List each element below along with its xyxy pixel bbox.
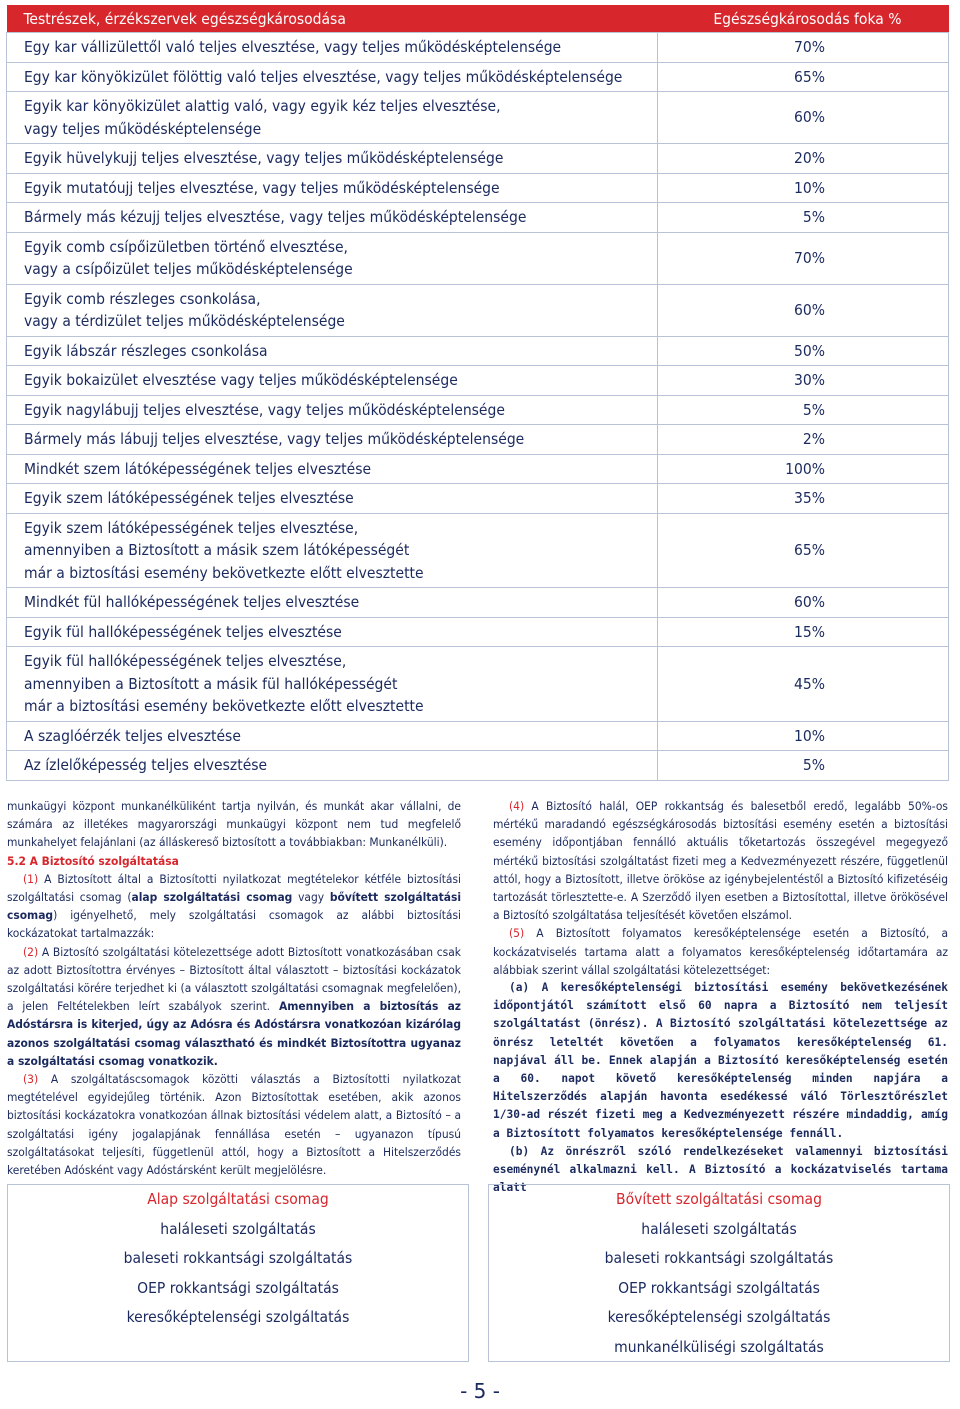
- basic-package-item: baleseti rokkantsági szolgáltatás: [123, 1249, 353, 1267]
- extended-package-title: Bővített szolgáltatási csomag: [616, 1190, 822, 1208]
- injury-description: Egyik szem látóképességének teljes elvesztése: [7, 484, 658, 514]
- injury-description: Mindkét szem látóképességének teljes elvesztése: [7, 454, 658, 484]
- injury-description: Egyik nagylábujj teljes elvesztése, vagy teljes működésképtelensége: [7, 395, 658, 425]
- injury-description: Egyik lábszár részleges csonkolása: [7, 336, 658, 366]
- table-header-row: [7, 5, 949, 33]
- table-row: [7, 92, 949, 144]
- table-row: [7, 484, 949, 514]
- extended-package-item: OEP rokkantsági szolgáltatás: [618, 1278, 820, 1297]
- table-row: [7, 588, 949, 618]
- damage-percentage: 10%: [658, 721, 949, 751]
- injury-description: Egyik szem látóképességének teljes elvesztése, amennyiben a Biztosított a másik szem látóképességét már a biztosítási esemény bekövetkezte előtt elvesztette: [7, 513, 658, 588]
- damage-percentage: 100%: [658, 454, 949, 484]
- para-text: ) igényelhető, mely szolgáltatási csomagok az alábbi biztosítási kockázatokat tartalmazzák:: [7, 908, 461, 941]
- paragraph-5-2-1: [7, 870, 461, 943]
- damage-percentage: 30%: [658, 366, 949, 396]
- table-row: [7, 617, 949, 647]
- damage-percentage: 20%: [658, 144, 949, 174]
- injury-description: Egyik comb részleges csonkolása, vagy a térdizület teljes működésképtelensége: [7, 284, 658, 336]
- damage-percentage: 70%: [658, 232, 949, 284]
- paragraph-5-2-5: [493, 924, 948, 979]
- table-row: [7, 425, 949, 455]
- damage-percentage: 5%: [658, 203, 949, 233]
- damage-percentage: 2%: [658, 425, 949, 455]
- injury-description: Egyik comb csípőizületben történő elvesztése, vagy a csípőizület teljes működésképtelensége: [7, 232, 658, 284]
- table-row: [7, 336, 949, 366]
- para-number: (2): [23, 944, 39, 959]
- para-number: (3): [23, 1072, 39, 1087]
- header-damage-degree: Egészségkárosodás foka %: [658, 5, 949, 33]
- para-number: (1): [23, 871, 39, 886]
- para-text: A Biztosító halál, OEP rokkantság és balesetből eredő, legalább 50%-os mértékű maradandó egészségkárosodás biztosítási esemény esetén a biztosítási esemény időpontjában fennálló aktuális tőketartozás összegével megegyező mértékű biztosítási szolgáltatást fizeti meg a Kedvezményezett részére, függetlenül attól, hogy a Biztosított, illetve örököse az igénybejelentéstől a Biztosító kifizetéséig tartozását törlesztette-e. A Szerződő ilyen esetben a Biztosítottal, illetve örökösével a Biztosító szolgáltatása teljesítését követően elszámol.: [493, 799, 948, 923]
- table-row: [7, 33, 949, 63]
- basic-package-item: OEP rokkantsági szolgáltatás: [137, 1278, 339, 1297]
- injury-description: Egyik fül hallóképességének teljes elvesztése, amennyiben a Biztosított a másik fül hallóképességét már a biztosítási esemény bekövetkezte előtt elvesztette: [7, 647, 658, 722]
- damage-percentage: 60%: [658, 92, 949, 144]
- table-row: [7, 144, 949, 174]
- para-text: A Biztosított által a Biztosítotti nyilatkozat megtételekor kétféle biztosítási szolgáltatási csomag (: [7, 871, 461, 905]
- para-number: (4): [509, 799, 525, 813]
- table-row: [7, 173, 949, 203]
- injury-description: Bármely más kézujj teljes elvesztése, vagy teljes működésképtelensége: [7, 203, 658, 233]
- injury-description: A szaglóérzék teljes elvesztése: [7, 721, 658, 751]
- extended-package-item: keresőképtelenségi szolgáltatás: [607, 1308, 831, 1326]
- injury-description: Egyik bokaizület elvesztése vagy teljes működésképtelensége: [7, 366, 658, 396]
- para-text: vagy: [292, 890, 330, 905]
- paragraph-5-2-5-b: (b) Az önrészről szóló rendelkezéseket valamennyi biztosítási eseménynél alkalmazni kell. A Biztosító a kockázatviselés tartama alatt: [493, 1144, 948, 1195]
- para-text: A szolgáltatáscsomagok közötti választás a Biztosítotti nyilatkozat megtételével egyidejűleg történik. Azon Biztosítottak esetében, akik azonos biztosítási kockázatokra vonatkozóan állnak biztosítási védelem alatt, a Biztosító – a szolgáltatási igény jogalapjának fennállása esetén – ugyanazon típusú szolgáltatásokat teljesíti, függetlenül attól, hogy a Biztosított a Hitelszerződés keretében Adósként vagy Adóstársként került megjelölésre.: [7, 1072, 461, 1178]
- damage-percentage: 60%: [658, 588, 949, 618]
- injury-description: Az ízlelőképesség teljes elvesztése: [7, 751, 658, 781]
- table-body: [7, 33, 949, 781]
- table-row: [7, 284, 949, 336]
- injury-percentage-table: [6, 5, 949, 781]
- section-heading-5-2: 5.2 A Biztosító szolgáltatása: [7, 853, 179, 868]
- left-text-column: [7, 797, 461, 1179]
- injury-description: Egyik kar könyökizület alattig való, vagy egyik kéz teljes elvesztése, vagy teljes működésképtelensége: [7, 92, 658, 144]
- para-bold-bovitett: bővített szolgáltatási csomag: [7, 890, 461, 923]
- extended-package-item: baleseti rokkantsági szolgáltatás: [604, 1249, 834, 1267]
- extended-package-box: [488, 1184, 950, 1362]
- extended-package-item: munkanélküliségi szolgáltatás: [614, 1337, 824, 1356]
- injury-description: Mindkét fül hallóképességének teljes elvesztése: [7, 588, 658, 618]
- table-row: [7, 395, 949, 425]
- damage-percentage: 60%: [658, 284, 949, 336]
- damage-percentage: 50%: [658, 336, 949, 366]
- table-row: [7, 513, 949, 588]
- table-row: [7, 751, 949, 781]
- damage-percentage: 15%: [658, 617, 949, 647]
- table-row: [7, 721, 949, 751]
- injury-description: Egyik fül hallóképességének teljes elvesztése: [7, 617, 658, 647]
- damage-percentage: 65%: [658, 513, 949, 588]
- injury-description: Bármely más lábujj teljes elvesztése, vagy teljes működésképtelensége: [7, 425, 658, 455]
- header-body-parts: Testrészek, érzékszervek egészségkárosodása: [7, 5, 658, 33]
- injury-description: Egy kar könyökizület fölöttig való teljes elvesztése, vagy teljes működésképtelensége: [7, 62, 658, 92]
- injury-description: Egyik hüvelykujj teljes elvesztése, vagy teljes működésképtelensége: [7, 144, 658, 174]
- damage-percentage: 45%: [658, 647, 949, 722]
- table-row: [7, 647, 949, 722]
- table-row: [7, 203, 949, 233]
- basic-package-title: Alap szolgáltatási csomag: [147, 1190, 329, 1208]
- paragraph-5-2-3: [7, 1070, 461, 1179]
- para-text: A Biztosított folyamatos keresőképtelensége esetén a Biztosító, a kockázatviselés tartama alatt a folyamatos keresőképtelenség időtartamára az alábbiak szerint vállal szolgáltatási kötelezettséget:: [493, 926, 948, 977]
- damage-percentage: 5%: [658, 751, 949, 781]
- basic-package-item: haláleseti szolgáltatás: [160, 1219, 316, 1238]
- paragraph-5-2-4: [493, 797, 948, 924]
- paragraph-5-2-2: [7, 943, 461, 1070]
- extended-package-item: haláleseti szolgáltatás: [641, 1219, 797, 1238]
- basic-package-box: [7, 1184, 469, 1362]
- damage-percentage: 65%: [658, 62, 949, 92]
- right-text-column: [493, 797, 948, 1197]
- table-row: [7, 62, 949, 92]
- paragraph-unemployed-definition: munkaügyi központ munkanélküliként tartja nyilván, és munkát akar vállalni, de számára az illetékes magyarországi munkaügyi központ nem tud megfelelő munkahelyet felajánlani (az álláskereső biztosított a továbbiakban: Munkanélküli).: [7, 799, 461, 850]
- damage-percentage: 35%: [658, 484, 949, 514]
- damage-percentage: 70%: [658, 33, 949, 63]
- para-text: A Biztosító szolgáltatási kötelezettsége adott Biztosított vonatkozásában csak az adott Biztosítottra érvényes – Biztosított által választott – biztosítási kockázatok szolgáltatási körére terjedhet ki (a választott szolgáltatási csomagnak megfelelően), a jelen Feltételekben leírt szabályok szerint.: [7, 944, 461, 1014]
- page-number: - 5 -: [460, 1379, 500, 1403]
- damage-percentage: 10%: [658, 173, 949, 203]
- paragraph-5-2-5-a: (a) A keresőképtelenségi biztosítási esemény bekövetkezésének időpontjától számított első 60 napra a Biztosító nem teljesít szolgáltatást (önrész). A Biztosító szolgáltatási kötelezettsége az önrész leteltét követően a folyamatos keresőképtelenség 61. napjával áll be. Ennek alapján a Biztosító keresőképtelenség esetén a 60. napot követő keresőképtelenség minden napjára a Hitelszerződés alapján havonta esedékessé váló Törlesztőrészlet 1/30-ad részét fizeti meg a Kedvezményezett részére mindaddig, amíg a Biztosított folyamatos keresőképtelensége fennáll.: [493, 981, 948, 1140]
- injury-description: Egy kar vállizülettől való teljes elvesztése, vagy teljes működésképtelensége: [7, 33, 658, 63]
- table-row: [7, 454, 949, 484]
- table-row: [7, 366, 949, 396]
- injury-description: Egyik mutatóujj teljes elvesztése, vagy teljes működésképtelensége: [7, 173, 658, 203]
- para-number: (5): [509, 926, 525, 941]
- para-bold-adostars: Amennyiben a biztosítás az Adóstársra is kiterjed, úgy az Adósra és Adóstársra vonatkozóan kizárólag azonos szolgáltatási csomag választható és mindkét Biztosítottra ugyanaz a szolgáltatási csomag vonatkozik.: [7, 999, 462, 1068]
- table-row: [7, 232, 949, 284]
- basic-package-item: keresőképtelenségi szolgáltatás: [126, 1308, 350, 1326]
- para-bold-alap: alap szolgáltatási csomag: [131, 890, 293, 905]
- damage-percentage: 5%: [658, 395, 949, 425]
